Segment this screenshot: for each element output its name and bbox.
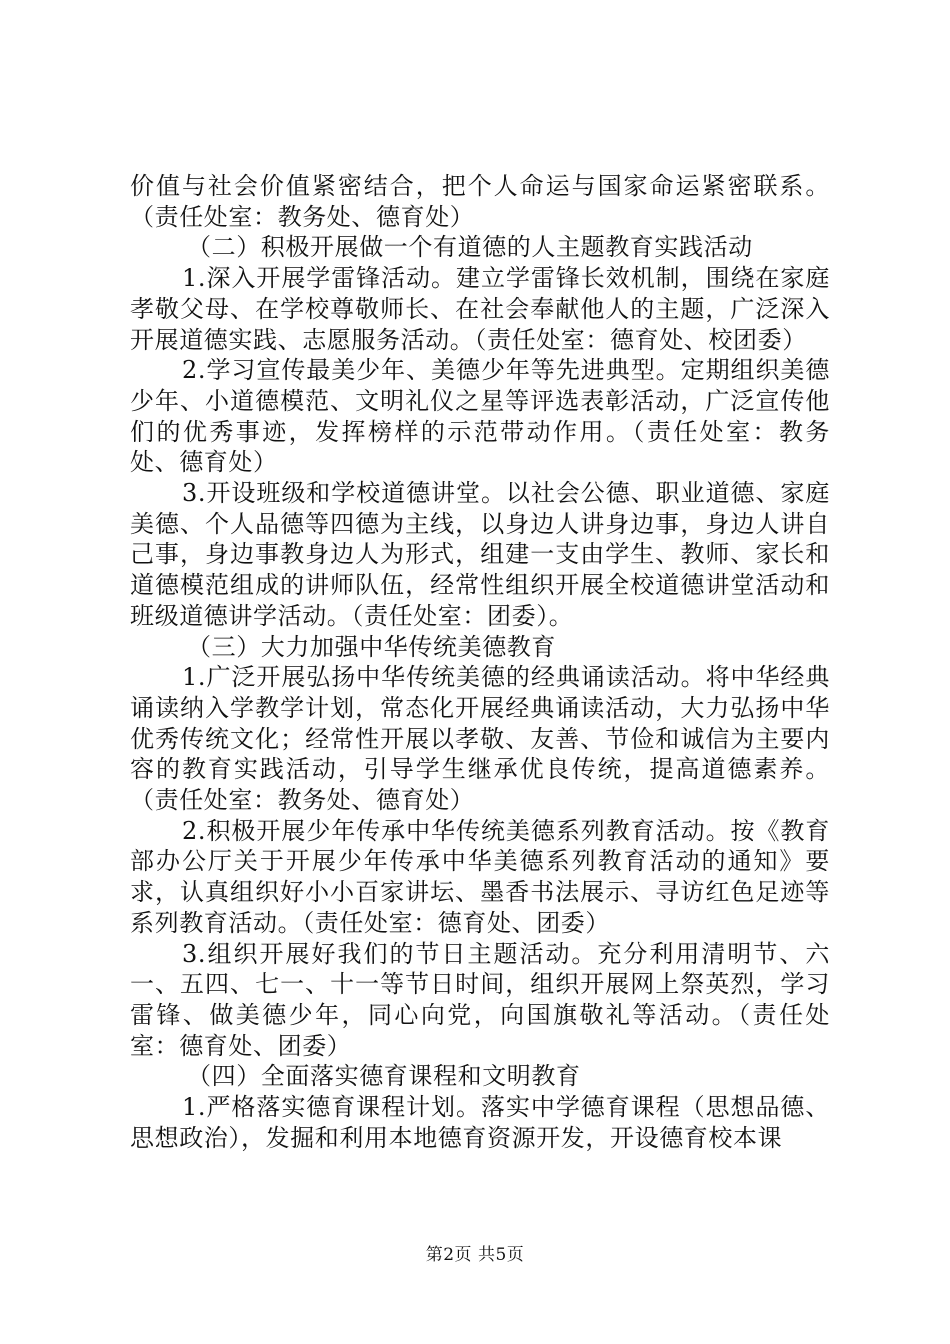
paragraph-item: 1.严格落实德育课程计划。落实中学德育课程（思想品德、思想政治），发掘和利用本地德育资源开发，开设德育校本课 — [130, 1093, 830, 1152]
page-number-label: 第2页 共5页 — [425, 1245, 525, 1265]
page-footer — [0, 1244, 950, 1266]
paragraph-item: 2.积极开展少年传承中华传统美德系列教育活动。按《教育部办公厅关于开展少年传承中华美德系列教育活动的通知》要求，认真组织好小小百家讲坛、墨香书法展示、寻访红色足迹等系列教育活动。（责任处室：德育处、团委） — [130, 816, 830, 937]
section-heading-3: （三）大力加强中华传统美德教育 — [187, 632, 556, 661]
paragraph-item: 3.组织开展好我们的节日主题活动。充分利用清明节、六一、五四、七一、十一等节日时间，组织开展网上祭英烈，学习雷锋、做美德少年，同心向党，向国旗敬礼等活动。（责任处室：德育处、团委） — [130, 939, 830, 1060]
paragraph-item: 2.学习宣传最美少年、美德少年等先进典型。定期组织美德少年、小道德模范、文明礼仪之星等评选表彰活动，广泛宣传他们的优秀事迹，发挥榜样的示范带动作用。（责任处室：教务处、德育处） — [130, 356, 830, 477]
section-heading-2: （二）积极开展做一个有道德的人主题教育实践活动 — [187, 233, 753, 262]
paragraph-item: 3.开设班级和学校道德讲堂。以社会公德、职业道德、家庭美德、个人品德等四德为主线，以身边人讲身边事，身边人讲自己事，身边事教身边人为形式，组建一支由学生、教师、家长和道德模范组成的讲师队伍，经常性组织开展全校道德讲堂活动和班级道德讲学活动。（责任处室：团委）。 — [130, 479, 830, 630]
paragraph-continuation: 价值与社会价值紧密结合，把个人命运与国家命运紧密联系。（责任处室：教务处、德育处） — [130, 172, 830, 231]
paragraph-item: 1.广泛开展弘扬中华传统美德的经典诵读活动。将中华经典诵读纳入学教学计划，常态化开展经典诵读活动，大力弘扬中华优秀传统文化；经常性开展以孝敬、友善、节俭和诚信为主要内容的教育实践活动，引导学生继承优良传统，提高道德素养。（责任处室：教务处、德育处） — [130, 663, 830, 815]
paragraph-item: 1.深入开展学雷锋活动。建立学雷锋长效机制，围绕在家庭孝敬父母、在学校尊敬师长、在社会奉献他人的主题，广泛深入开展道德实践、志愿服务活动。（责任处室：德育处、校团委） — [130, 264, 830, 354]
document-body — [130, 171, 830, 1154]
section-heading-4: （四）全面落实德育课程和文明教育 — [187, 1062, 581, 1091]
